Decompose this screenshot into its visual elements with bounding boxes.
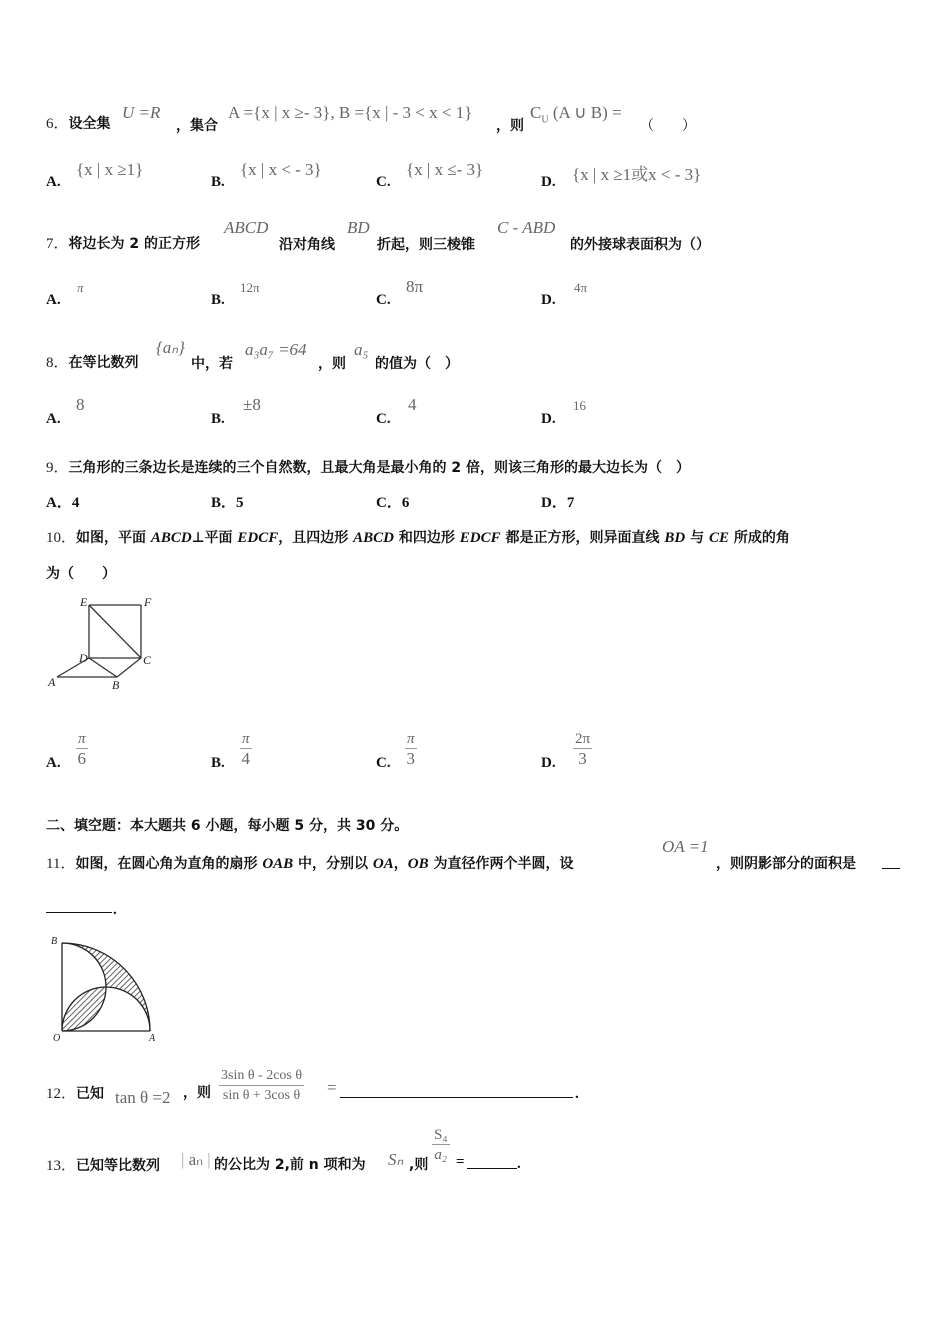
svg-text:F: F (144, 595, 152, 609)
section-heading: 二、填空题：本大题共 6 小题，每小题 5 分，共 30 分。 (46, 818, 409, 834)
answer-paren: （ ） (640, 118, 696, 134)
option-label: B. (211, 292, 225, 308)
svg-text:A: A (48, 675, 56, 689)
option-label: D. (541, 292, 556, 308)
option-label: B. (211, 755, 225, 771)
geometry-figure-sector (48, 930, 163, 1045)
option-value-fraction: $\frac{\pi}{4}$ (241, 731, 250, 768)
option-label: C. (376, 292, 391, 308)
math-formula: {aₙ} (156, 338, 185, 357)
option-value: 8 (76, 395, 85, 414)
option-d: D．7 (541, 495, 575, 511)
option-value: 4π (574, 280, 588, 295)
option-value: ±8 (243, 395, 261, 414)
svg-text:B: B (51, 936, 58, 947)
option-label: C. (376, 755, 391, 771)
svg-text:B: B (112, 678, 120, 692)
question-text: 设全集 (68, 116, 111, 132)
option-value-fraction: $\frac{\pi}{6}$ (77, 731, 86, 768)
question-text: 中，若 (191, 356, 233, 372)
math-formula: | aₙ | (181, 1150, 211, 1169)
question-number: 12． (46, 1086, 77, 1102)
option-label: A. (46, 174, 61, 190)
math-formula: BD (347, 218, 370, 237)
period: . (113, 902, 117, 918)
math-formula: $C_U$ (A ∪ B) = (530, 103, 622, 126)
math-formula: U =R (122, 103, 161, 122)
question-text: ，则 (496, 118, 524, 134)
question-text: ，则阴影部分的面积是 (716, 856, 856, 872)
question-text: ，则 (318, 356, 346, 372)
question-text: 的公比为 2,前 n 项和为 (214, 1157, 366, 1173)
option-label: B. (211, 411, 225, 427)
math-formula: C - ABD (497, 218, 556, 237)
option-label: C. (376, 411, 391, 427)
option-value: {x | x < - 3} (240, 160, 322, 179)
question-text: 沿对角线 (279, 237, 335, 253)
option-label: A. (46, 292, 61, 308)
math-formula: ABCD (224, 218, 269, 237)
option-value: 8π (406, 277, 424, 296)
option-label: D. (541, 174, 556, 190)
option-value: {x | x ≥1} (76, 160, 144, 179)
question-text: 的外接球表面积为（） (570, 237, 710, 253)
svg-text:A: A (149, 1033, 156, 1044)
option-label: B. (211, 174, 225, 190)
question-number: 13． (46, 1158, 77, 1174)
math-formula: tan θ =2 (115, 1088, 171, 1107)
question-number: 8． (46, 355, 69, 371)
option-value: π (77, 280, 84, 295)
math-formula: Sₙ (388, 1150, 404, 1169)
answer-blank-continued[interactable] (46, 912, 112, 913)
math-formula: a₃a₇ =64 (245, 340, 307, 359)
question-text: 的值为（ ） (375, 356, 459, 372)
math-fraction: $\frac{\text{S₄}}{\text{a₂}}$ (434, 1127, 448, 1163)
option-label: A. (46, 411, 61, 427)
svg-text:C: C (143, 653, 152, 667)
question-text: 为（ ） (46, 566, 116, 582)
option-value: {x | x ≥1或x < - 3} (572, 165, 702, 184)
math-formula: a₅ (354, 340, 369, 359)
option-label: D. (541, 411, 556, 427)
question-text: ,则 (409, 1157, 429, 1173)
question-text: 在等比数列 (68, 355, 139, 371)
option-c: C．6 (376, 495, 410, 511)
option-value: 4 (408, 395, 417, 414)
option-value: 16 (573, 398, 586, 413)
answer-blank[interactable] (882, 868, 900, 869)
question-text: 将边长为 2 的正方形 (68, 236, 201, 252)
option-label: D. (541, 755, 556, 771)
question-number: 6． (46, 116, 69, 132)
question-text: 折起，则三棱锥 (377, 237, 475, 253)
question-number: 9． (46, 460, 69, 476)
answer-blank[interactable] (340, 1097, 573, 1098)
period: . (517, 1156, 521, 1172)
question-text: 三角形的三条边长是连续的三个自然数，且最大角是最小角的 2 倍，则该三角形的最大边长为（ ） (68, 460, 691, 476)
answer-blank[interactable] (467, 1168, 517, 1169)
option-a: A．4 (46, 495, 80, 511)
svg-text:D: D (79, 651, 88, 665)
option-label: A. (46, 755, 61, 771)
period: . (575, 1086, 579, 1102)
equals-sign: = (327, 1078, 337, 1097)
option-value: {x | x ≤- 3} (406, 160, 484, 179)
geometry-figure-cube (44, 592, 174, 697)
equals-sign: = (456, 1154, 465, 1170)
option-label: C. (376, 174, 391, 190)
svg-text:O: O (53, 1033, 61, 1044)
question-text: ，则 (183, 1085, 211, 1101)
svg-text:E: E (80, 595, 88, 609)
math-formula: OA =1 (662, 837, 709, 856)
question-text: ，集合 (176, 118, 218, 134)
question-number: 11． (46, 856, 76, 872)
option-value: 12π (240, 280, 260, 295)
option-b: B．5 (211, 495, 244, 511)
question-number: 7． (46, 236, 69, 252)
math-fraction: $\frac{\text{3sin θ - 2cos θ}}{\text{sin θ + 3cos θ}}$ (221, 1068, 303, 1103)
option-value-fraction: $\frac{2\pi}{3}$ (575, 731, 591, 768)
option-value-fraction: $\frac{\pi}{3}$ (406, 731, 415, 768)
math-formula: A ={x | x ≥- 3}, B ={x | - 3 < x < 1} (228, 103, 473, 122)
question-number: 10． (46, 530, 77, 546)
